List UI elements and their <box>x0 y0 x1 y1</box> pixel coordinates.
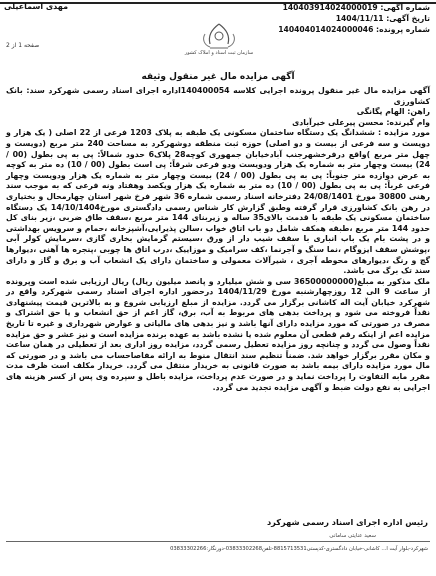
case-number-row <box>250 24 430 35</box>
office-address: شهرکرد-بلوار آیت ا... کاشانی-خیابان دادگستری-کدپستی8815713531-تلفن03833302268-دورنگار:03833302266 <box>170 546 428 552</box>
case-number-label: شماره پرونده: <box>376 25 430 34</box>
case-number: 140404014024000046 <box>278 25 374 34</box>
body-paragraph: ملک مذکور به مبلغ(36500000000 سی و شش میلیارد و پانصد میلیون ریال) ریال ارزیابی شده است وپرونده از ساعت 9 الی 12 روزچهارشنبه مورخ 1404/11/29 درحضور اداره اجرای اسناد رسمی شهرکرد واقع در شهرکرد خیابان آیت اله کاشانی برگزار می گردد. مزایده از مبلغ ارزیابی شروع و به بالاترین قیمت پیشنهادی نقداً فروخته می شود و پرداخت بدهی های مربوط به آب، برق، گاز اعم از حق انشعاب و یا حق اشتراک و مصرف در صورتی که مورد مزایده دارای آنها باشد و نیز بدهی های مالیاتی و عوارض شهرداری و غیره تا تاریخ مزایده اعم از اینکه رقم قطعی آن معلوم شده یا نشده باشد به عهده برنده مزایده است و نیز عشر و حق مزایده نقداً وصول می گردد و چنانچه روز مزایده تعطیل رسمی گردد، مزایده روز اداری بعد از تعطیلی در همان ساعت و مکان مقرر برگزار خواهد شد. ضمناً تنظیم سند انتقال منوط به ارائه مفاصاحساب می باشد و در صورتی که مال مورد مزایده دارای بیمه باشد به صورت قانونی به خریدار منتقل می گردد. خریدار مکلف است ظرف مدت مقرر مابه التفاوت را پرداخت نماید و در صورت عدم پرداخت، مزایده باطل و سپرده وی پس از کسر هزینه های اجرایی به نفع دولت ضبط و آگهی مزایده تجدید می گردد. <box>6 276 431 392</box>
sender-name: مهدی اسماعیلی <box>4 2 69 11</box>
page-number: صفحه 1 از 2 <box>6 42 40 49</box>
ad-number-row <box>250 2 430 13</box>
body-paragraph: مورد مزایده : ششدانگ یک دستگاه ساختمان مسکونی یک طبقه به پلاک 1203 فرعی از 22 اصلی ( یک هزار و دویست و سه فرعی از بیست و دو اصلی) حوزه ثبت منطقه دوشهرکرد به مساحت 240 متر مربع (دویست و چهل متر مربع )واقع درفرخشهرجنب آبادخیابان جمهوری کوچه28 پلاک6 حدود شمالاً: پی به پی بطول (00 / 24) بیست وچهار متر به شماره یک هزار ودویست ودو فرعی شرقاً: پی است بطول (00 / 10) ده متر به کوچه به عرض دوازده متر جنوباً: پی به پی بطول (00 / 24) بیست وچهار متر به شماره یک هزار ودویست وچهار فرعی غرباً: پی به پی بطول (00 / 10) ده متر به شماره یک هزار ویکصد وهفتاد ونه فرعی که به موجب سند رهنی 30800 مورخ 24/08/1401 دفترخانه اسناد رسمی شماره 36 شهر فرخ شهر استان چهارمحال و بختیاری در رهن بانک کشاورزی قرار گرفته وطبق گزارش کار شناس رسمی دادگستری مورخ14/10/1404 یک دستگاه ساختمان مسکونی یک طبقه با قدمت بالای35 ساله و زیربنای 144 متر مربع ،سقف طاق ضربی ،زیر بنای کل حدود 144 متر مربع ،طبقه همکف شامل دو باب اتاق خواب ،سالن پذیرایی،آشپزخانه ،حمام و سرویس بهداشتی و در پشت بام یک باب انباری با سقف شیب دار از ورق ،سیستم گرمایش بخاری گازی ،سرمایش کولر آبی ،پوشش سقف ایزوگام ،نما سنگ و آجرنما ،کف سرامیک و موزاییک ،درب اتاق ها چوبی ،پنجره ها آهنی ،دیوارها گچ و رنگ ،دیوارهای محوطه آجری ، شیرآلات معمولی و ساختمان دارای یک انشعاب آب و برق و گاز و دارای سند تک برگ می باشد. <box>6 128 431 276</box>
ad-number: 140403914024000019 <box>282 3 378 12</box>
signature-title: رئیس اداره اجرای اسناد رسمی شهرکرد <box>266 517 428 527</box>
ad-date-row <box>250 13 430 24</box>
ad-metadata <box>250 2 430 35</box>
notice-body <box>6 86 430 393</box>
body-paragraph: آگهی مزایده مال غیر منقول پرونده اجرایی کلاسه 140400054اداره اجرای اسناد رسمی شهرکرد سند: بانک کشاورزی <box>6 86 430 106</box>
footer-divider <box>6 541 430 542</box>
registration-emblem-icon <box>196 22 242 50</box>
ad-date-label: تاریخ آگهی: <box>386 14 430 23</box>
body-paragraph: وام گیرنده: محسن پیرعلی خیرآبادی <box>292 117 430 127</box>
signer-name: سعید عنایتی سامانی <box>329 533 376 539</box>
body-paragraph: راهن: الهام یگانگی <box>356 107 430 117</box>
ad-number-label: شماره آگهی: <box>380 3 430 12</box>
document-title: آگهی مزایده مال غیر منقول وثیقه <box>141 72 295 82</box>
ad-date: 1404/11/11 <box>335 14 384 23</box>
emblem-caption: سازمان ثبت اسناد و املاک کشور <box>184 50 254 56</box>
